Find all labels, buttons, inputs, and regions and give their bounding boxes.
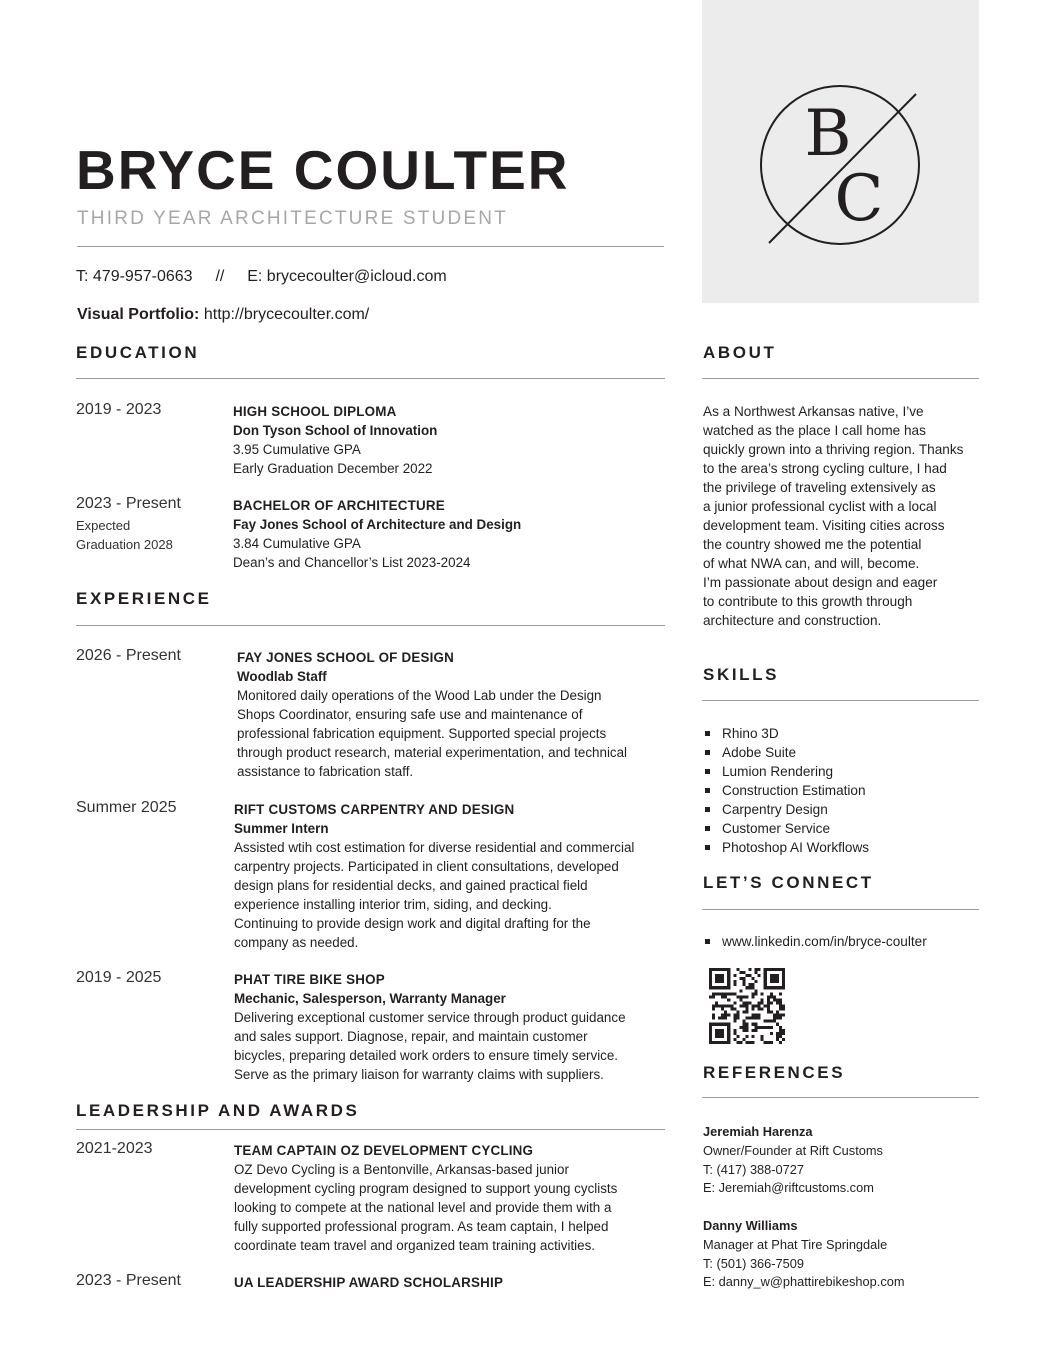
portfolio-line [77, 306, 369, 324]
contact-separator: // [215, 268, 225, 285]
about-line: development team. Visiting cities across [703, 518, 945, 533]
job-role: Summer Intern [234, 821, 329, 836]
skill-item: Adobe Suite [703, 743, 869, 762]
references-divider [702, 1097, 979, 1098]
linkedin-link[interactable]: www.linkedin.com/in/bryce-coulter [703, 932, 927, 951]
reference-name: Danny Williams [703, 1218, 798, 1233]
about-line: to contribute to this growth through [703, 594, 913, 609]
about-line: watched as the place I call home has [703, 423, 926, 438]
education-date-note: Expected [76, 518, 131, 533]
reference-name: Jeremiah Harenza [703, 1124, 813, 1139]
job-description-line: design plans for residential decks, and gained practical field [234, 878, 588, 893]
skill-item: Carpentry Design [703, 800, 869, 819]
experience-date: 2019 - 2025 [76, 969, 162, 986]
experience-heading: EXPERIENCE [76, 589, 212, 608]
about-line: to the area’s strong cycling culture, I had [703, 461, 947, 476]
email-link[interactable]: E: brycecoulter@icloud.com [247, 268, 447, 285]
connect-heading: LET’S CONNECT [703, 873, 874, 892]
about-divider [702, 378, 979, 379]
degree-title: BACHELOR OF ARCHITECTURE [233, 498, 445, 513]
award-description-line: fully supported professional program. As team captain, I helped [234, 1219, 609, 1234]
education-detail: Dean’s and Chancellor’s List 2023-2024 [233, 555, 471, 570]
education-detail: 3.84 Cumulative GPA [233, 536, 361, 551]
logo-letter-b: B [804, 97, 852, 171]
experience-date: Summer 2025 [76, 799, 177, 816]
about-line: architecture and construction. [703, 613, 882, 628]
skills-heading: SKILLS [703, 665, 780, 684]
skill-item: Lumion Rendering [703, 762, 869, 781]
contact-line [76, 268, 447, 286]
award-title: TEAM CAPTAIN OZ DEVELOPMENT CYCLING [234, 1143, 534, 1158]
logo-letter-c: C [834, 162, 884, 236]
education-divider [76, 378, 665, 379]
portfolio-link[interactable]: http://brycecoulter.com/ [203, 306, 370, 323]
connect-divider [702, 909, 979, 910]
education-date: 2019 - 2023 [76, 401, 162, 418]
connect-list [703, 932, 927, 951]
qr-code-graphic [709, 968, 785, 1044]
about-heading: ABOUT [703, 343, 777, 362]
education-date-note: Graduation 2028 [76, 537, 173, 552]
skills-divider [702, 700, 979, 701]
about-line: the country showed me the potential [703, 537, 922, 552]
about-line: the privilege of traveling extensively as [703, 480, 936, 495]
about-paragraph [703, 402, 983, 630]
resume-subtitle: THIRD YEAR ARCHITECTURE STUDENT [77, 208, 508, 229]
job-description-line: professional fabrication equipment. Supported special projects [237, 726, 607, 741]
reference-entry [703, 1217, 905, 1292]
about-line: As a Northwest Arkansas native, I’ve [703, 404, 924, 419]
leadership-date: 2021-2023 [76, 1140, 153, 1157]
reference-position: Manager at Phat Tire Springdale [703, 1236, 888, 1252]
leadership-divider [76, 1129, 665, 1130]
skill-item: Photoshop AI Workflows [703, 838, 869, 857]
degree-title: HIGH SCHOOL DIPLOMA [233, 404, 397, 419]
reference-position: Owner/Founder at Rift Customs [703, 1142, 883, 1158]
job-description-line: Assisted wtih cost estimation for diverse residential and commercial [234, 840, 635, 855]
about-line: a junior professional cyclist with a local [703, 499, 937, 514]
qr-code-icon[interactable] [709, 968, 785, 1044]
job-description-line: assistance to fabrication staff. [237, 764, 414, 779]
employer-name: PHAT TIRE BIKE SHOP [234, 972, 385, 987]
skill-item: Construction Estimation [703, 781, 869, 800]
job-description-line: and sales support. Diagnose, repair, and maintain customer [234, 1029, 588, 1044]
experience-date: 2026 - Present [76, 647, 181, 664]
education-heading: EDUCATION [76, 343, 200, 362]
monogram-logo [702, 0, 979, 303]
school-name: Don Tyson School of Innovation [233, 423, 438, 438]
skills-list [703, 724, 869, 857]
job-role: Woodlab Staff [237, 669, 327, 684]
portfolio-label: Visual Portfolio: [77, 306, 200, 323]
employer-name: RIFT CUSTOMS CARPENTRY AND DESIGN [234, 802, 515, 817]
job-role: Mechanic, Salesperson, Warranty Manager [234, 991, 506, 1006]
experience-entry [237, 648, 627, 781]
job-description-line: Shops Coordinator, ensuring safe use and maintenance of [237, 707, 583, 722]
school-name: Fay Jones School of Architecture and Design [233, 517, 522, 532]
reference-entry [703, 1123, 883, 1198]
resume-name: BRYCE COULTER [76, 139, 570, 201]
experience-entry [234, 970, 626, 1084]
logo-panel [702, 0, 979, 303]
education-entry [233, 496, 521, 572]
about-line: quickly grown into a thriving region. Thanks [703, 442, 964, 457]
about-line: I’m passionate about design and eager [703, 575, 938, 590]
award-description-line: development cycling program designed to support young cyclists [234, 1181, 618, 1196]
job-description-line: experience installing interior trim, siding, and decking. [234, 897, 552, 912]
award-description-line: coordinate team travel and organized team training activities. [234, 1238, 595, 1253]
job-description-line: Monitored daily operations of the Wood Lab under the Design [237, 688, 602, 703]
education-detail: 3.95 Cumulative GPA [233, 442, 361, 457]
leadership-date: 2023 - Present [76, 1272, 181, 1289]
award-title: UA LEADERSHIP AWARD SCHOLARSHIP [234, 1275, 504, 1290]
about-line: of what NWA can, and will, become. [703, 556, 920, 571]
job-description-line: Delivering exceptional customer service through product guidance [234, 1010, 626, 1025]
skill-item: Customer Service [703, 819, 869, 838]
references-heading: REFERENCES [703, 1063, 846, 1082]
experience-divider [76, 625, 665, 626]
job-description-line: Serve as the primary liaison for warranty claims with suppliers. [234, 1067, 604, 1082]
job-description-line: bicycles, preparing detailed work orders to ensure timely service. [234, 1048, 619, 1063]
reference-phone: T: (417) 388-0727 [703, 1161, 805, 1177]
education-date: 2023 - Present [76, 495, 181, 512]
education-detail: Early Graduation December 2022 [233, 461, 433, 476]
phone-text: T: 479-957-0663 [76, 268, 193, 285]
job-description-line: Continuing to provide design work and digital drafting for the [234, 916, 591, 931]
reference-phone: T: (501) 366-7509 [703, 1255, 805, 1271]
leadership-entry [234, 1273, 503, 1292]
job-description-line: company as needed. [234, 935, 359, 950]
reference-email[interactable]: E: Jeremiah@riftcustoms.com [703, 1180, 874, 1196]
award-description-line: OZ Devo Cycling is a Bentonville, Arkansas-based junior [234, 1162, 569, 1177]
job-description-line: carpentry projects. Participated in client consultations, developed [234, 859, 619, 874]
experience-entry [234, 800, 634, 952]
leadership-entry [234, 1141, 617, 1255]
header-divider [77, 246, 664, 247]
skill-item: Rhino 3D [703, 724, 869, 743]
leadership-heading: LEADERSHIP AND AWARDS [76, 1101, 360, 1120]
reference-email[interactable]: E: danny_w@phattirebikeshop.com [703, 1274, 905, 1290]
employer-name: FAY JONES SCHOOL OF DESIGN [237, 650, 455, 665]
job-description-line: through product research, material experimentation, and technical [237, 745, 628, 760]
education-entry [233, 402, 437, 478]
award-description-line: looking to compete at the national level and provide them with a [234, 1200, 612, 1215]
